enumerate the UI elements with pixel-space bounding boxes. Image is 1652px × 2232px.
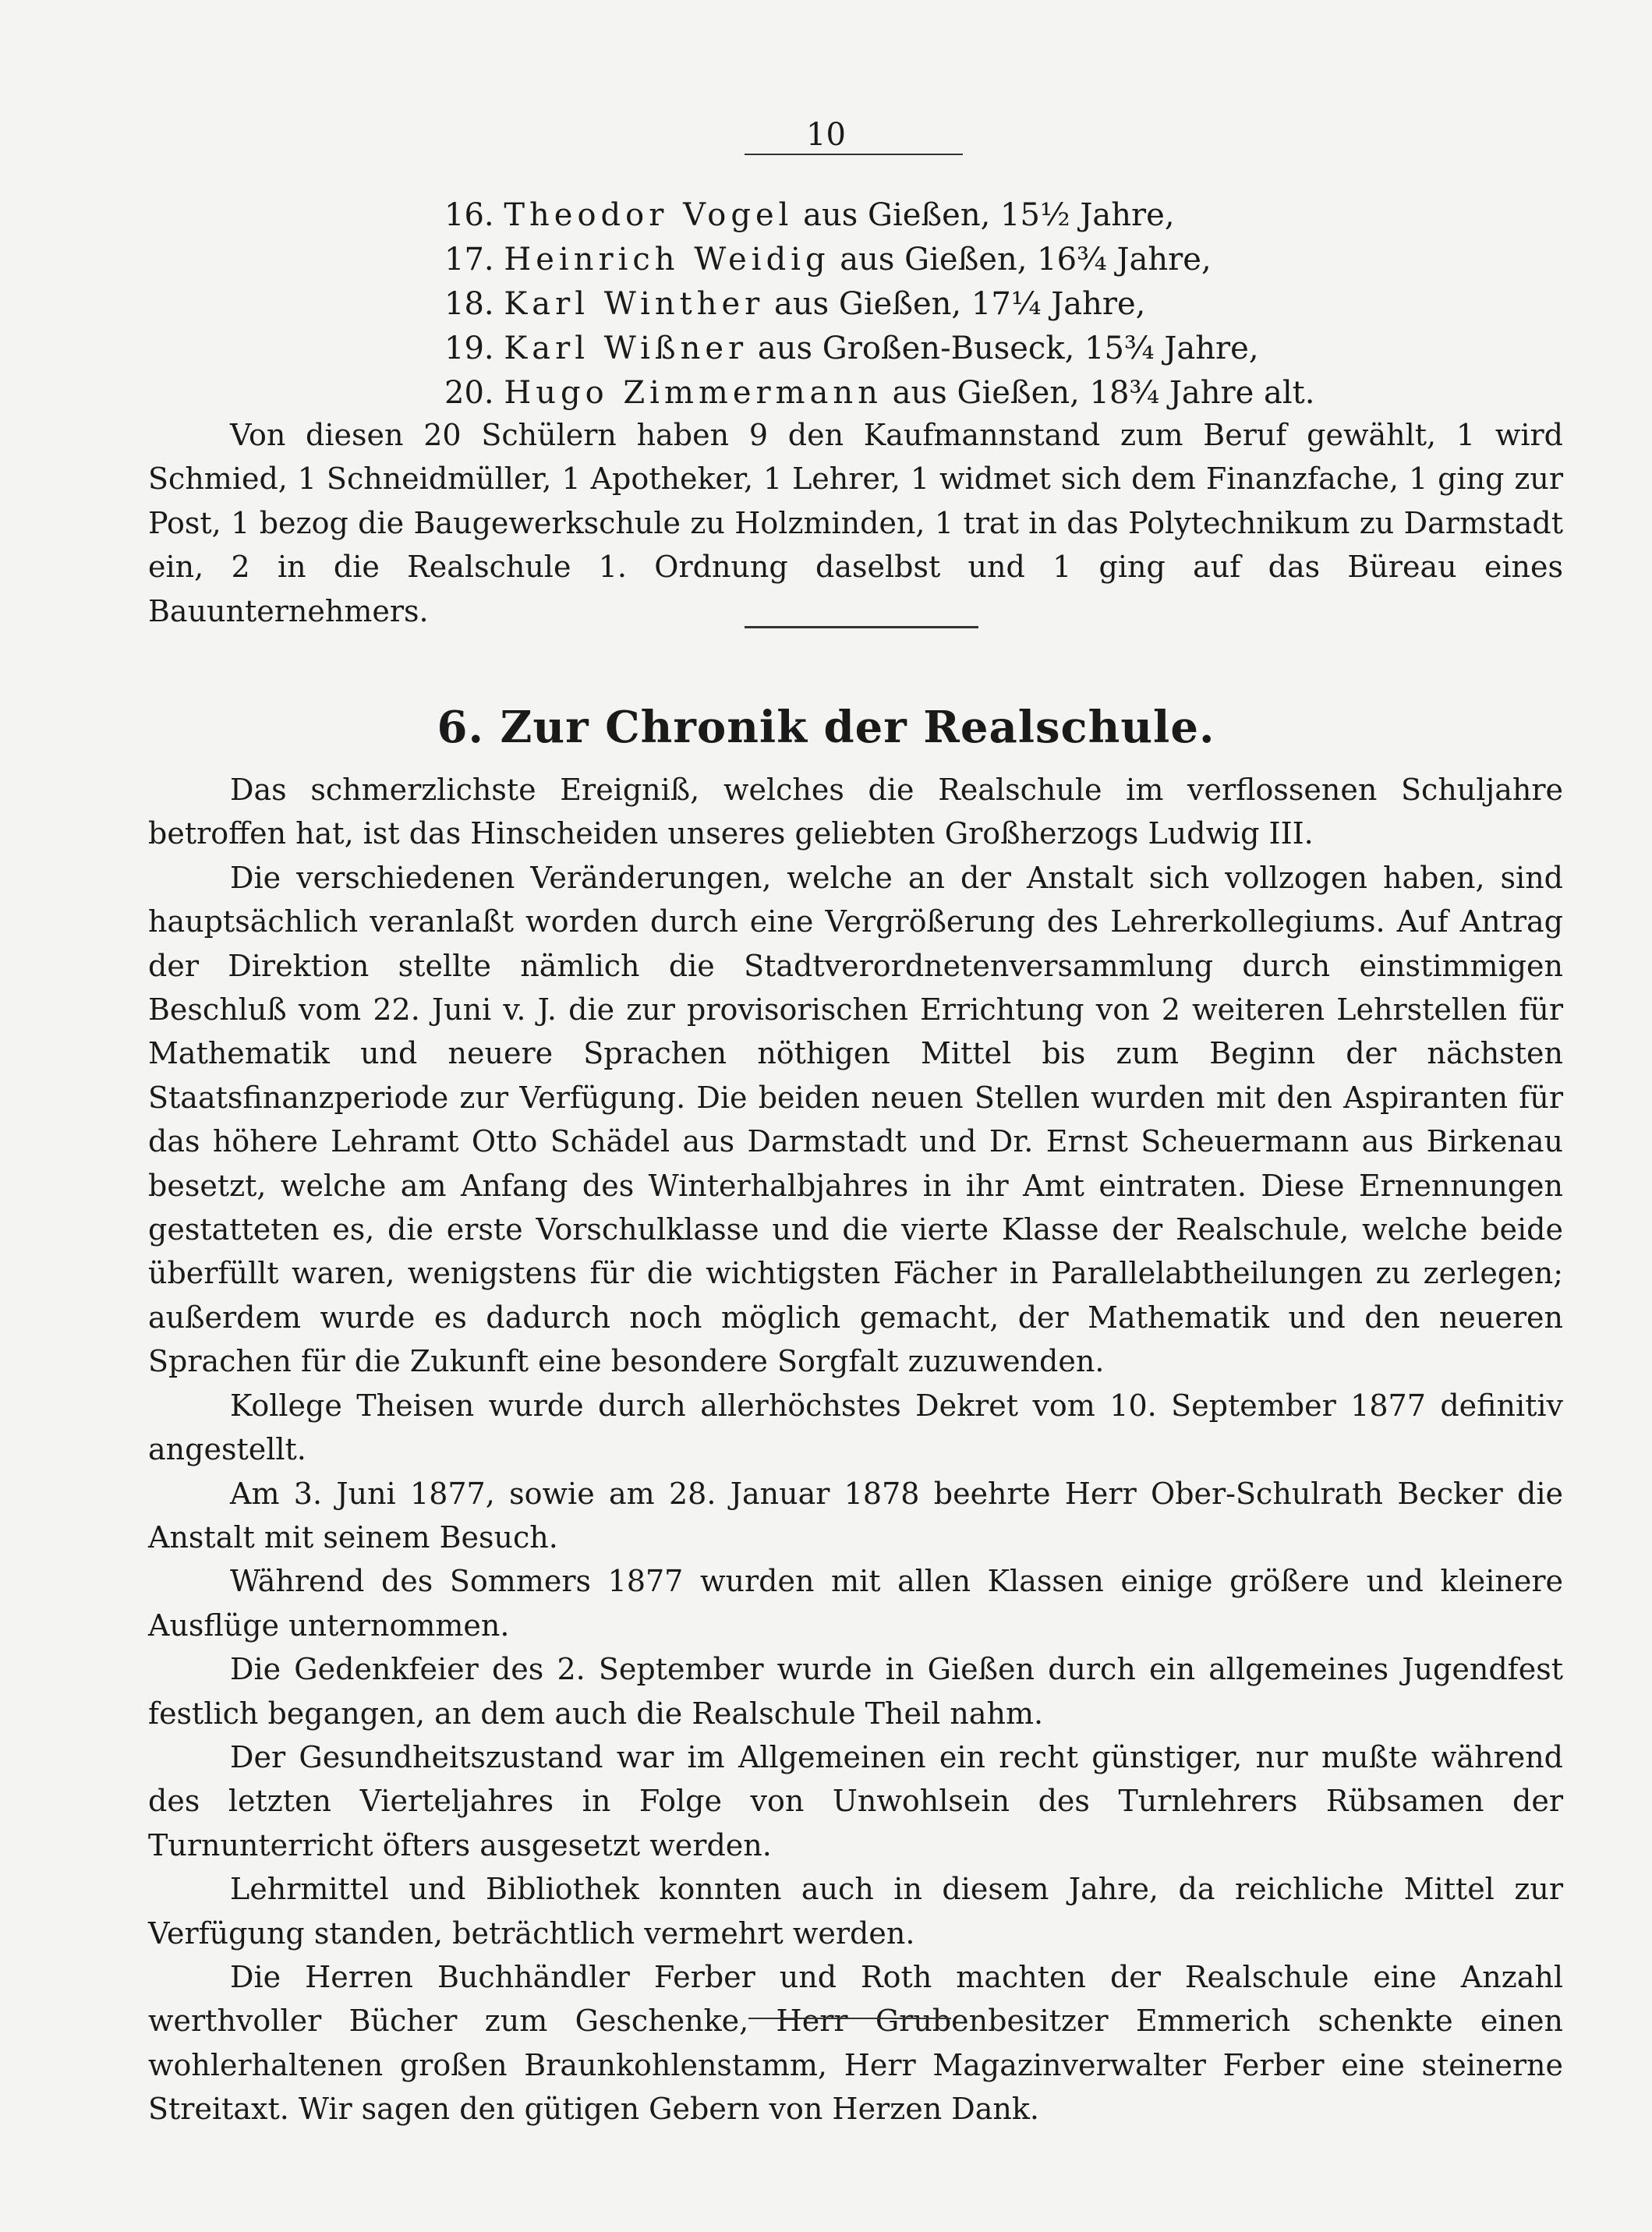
paragraph: Das schmerzlichste Ereigniß, welches die Realschule im verflossenen Schuljahre betroffen hat, ist das Hinscheiden unseres geliebten Großherzogs Ludwig III. [148, 773, 1563, 851]
paragraph: Kollege Theisen wurde durch allerhöchstes Dekret vom 10. September 1877 definitiv angestellt. [148, 1388, 1563, 1467]
paragraph: Der Gesundheitszustand war im Allgemeinen ein recht günstiger, nur mußte während des letzten Vierteljahres in Folge von Unwohlsein des Turnlehrers Rübsamen der Turnunterricht öfters ausgesetzt werden. [148, 1739, 1563, 1862]
student-list [444, 193, 1314, 416]
paragraph: Während des Sommers 1877 wurden mit allen Klassen einige größere und kleinere Ausflüge unternommen. [148, 1564, 1563, 1643]
list-item: 18. Karl Winther aus Gießen, 17¼ Jahre, [444, 286, 1146, 322]
summary-text: Von diesen 20 Schülern haben 9 den Kaufmannstand zum Beruf gewählt, 1 wird Schmied, 1 Schneidmüller, 1 Apotheker, 1 Lehrer, 1 widmet sich dem Finanzfache, 1 ging zur Post, 1 bezog die Baugewerkschule zu Holzminden, 1 trat in das Polytechnikum zu Darmstadt ein, 2 in die Realschule 1. Ordnung daselbst und 1 ging auf das Büreau eines Bauunternehmers. [148, 418, 1563, 628]
list-item: 20. Hugo Zimmermann aus Gießen, 18¾ Jahre alt. [444, 375, 1315, 411]
list-item: 16. Theodor Vogel aus Gießen, 15½ Jahre, [444, 197, 1175, 233]
chronicle-body [148, 768, 1563, 2131]
header-rule [745, 154, 963, 155]
list-item: 19. Karl Wißner aus Großen-Buseck, 15¾ Jahre, [444, 331, 1259, 366]
footer-rule [748, 2018, 951, 2019]
summary-paragraph [148, 413, 1563, 633]
paragraph: Lehrmittel und Bibliothek konnten auch in diesem Jahre, da reichliche Mittel zur Verfügung standen, beträchtlich vermehrt werden. [148, 1872, 1563, 1951]
paragraph: Die Herren Buchhändler Ferber und Roth machten der Realschule eine Anzahl werthvoller Bücher zum Geschenke, Herr Grubenbesitzer Emmerich schenkte einen wohlerhaltenen großen Braunkohlenstamm, Herr Magazinverwalter Ferber eine steinerne Streitaxt. Wir sagen den gütigen Gebern von Herzen Dank. [148, 1959, 1563, 2127]
paragraph: Die verschiedenen Veränderungen, welche an der Anstalt sich vollzogen haben, sind hauptsächlich veranlaßt worden durch eine Vergrößerung des Lehrerkollegiums. Auf Antrag der Direktion stellte nämlich die Stadtverordnetenversammlung durch einstimmigen Beschluß vom 22. Juni v. J. die zur provisorischen Errichtung von 2 weiteren Lehrstellen für Mathematik und neuere Sprachen nöthigen Mittel bis zum Beginn der nächsten Staatsfinanzperiode zur Verfügung. Die beiden neuen Stellen wurden mit den Aspiranten für das höhere Lehramt Otto Schädel aus Darmstadt und Dr. Ernst Scheuermann aus Birkenau besetzt, welche am Anfang des Winterhalbjahres in ihr Amt eintraten. Diese Ernennungen gestatteten es, die erste Vorschulklasse und die vierte Klasse der Realschule, welche beide überfüllt waren, wenigstens für die wichtigsten Fächer in Parallelabtheilungen zu zerlegen; außerdem wurde es dadurch noch möglich gemacht, der Mathematik und den neueren Sprachen für die Zukunft eine besondere Sorgfalt zuzuwenden. [148, 860, 1563, 1379]
paragraph: Die Gedenkfeier des 2. September wurde in Gießen durch ein allgemeines Jugendfest festlich begangen, an dem auch die Realschule Theil nahm. [148, 1652, 1563, 1731]
paragraph: Am 3. Juni 1877, sowie am 28. Januar 1878 beehrte Herr Ober-Schulrath Becker die Anstalt mit seinem Besuch. [148, 1476, 1563, 1555]
section-heading: 6. Zur Chronik der Realschule. [437, 702, 1215, 753]
page-number: 10 [806, 117, 846, 153]
section-divider [745, 626, 978, 628]
list-item: 17. Heinrich Weidig aus Gießen, 16¾ Jahre, [444, 242, 1212, 278]
